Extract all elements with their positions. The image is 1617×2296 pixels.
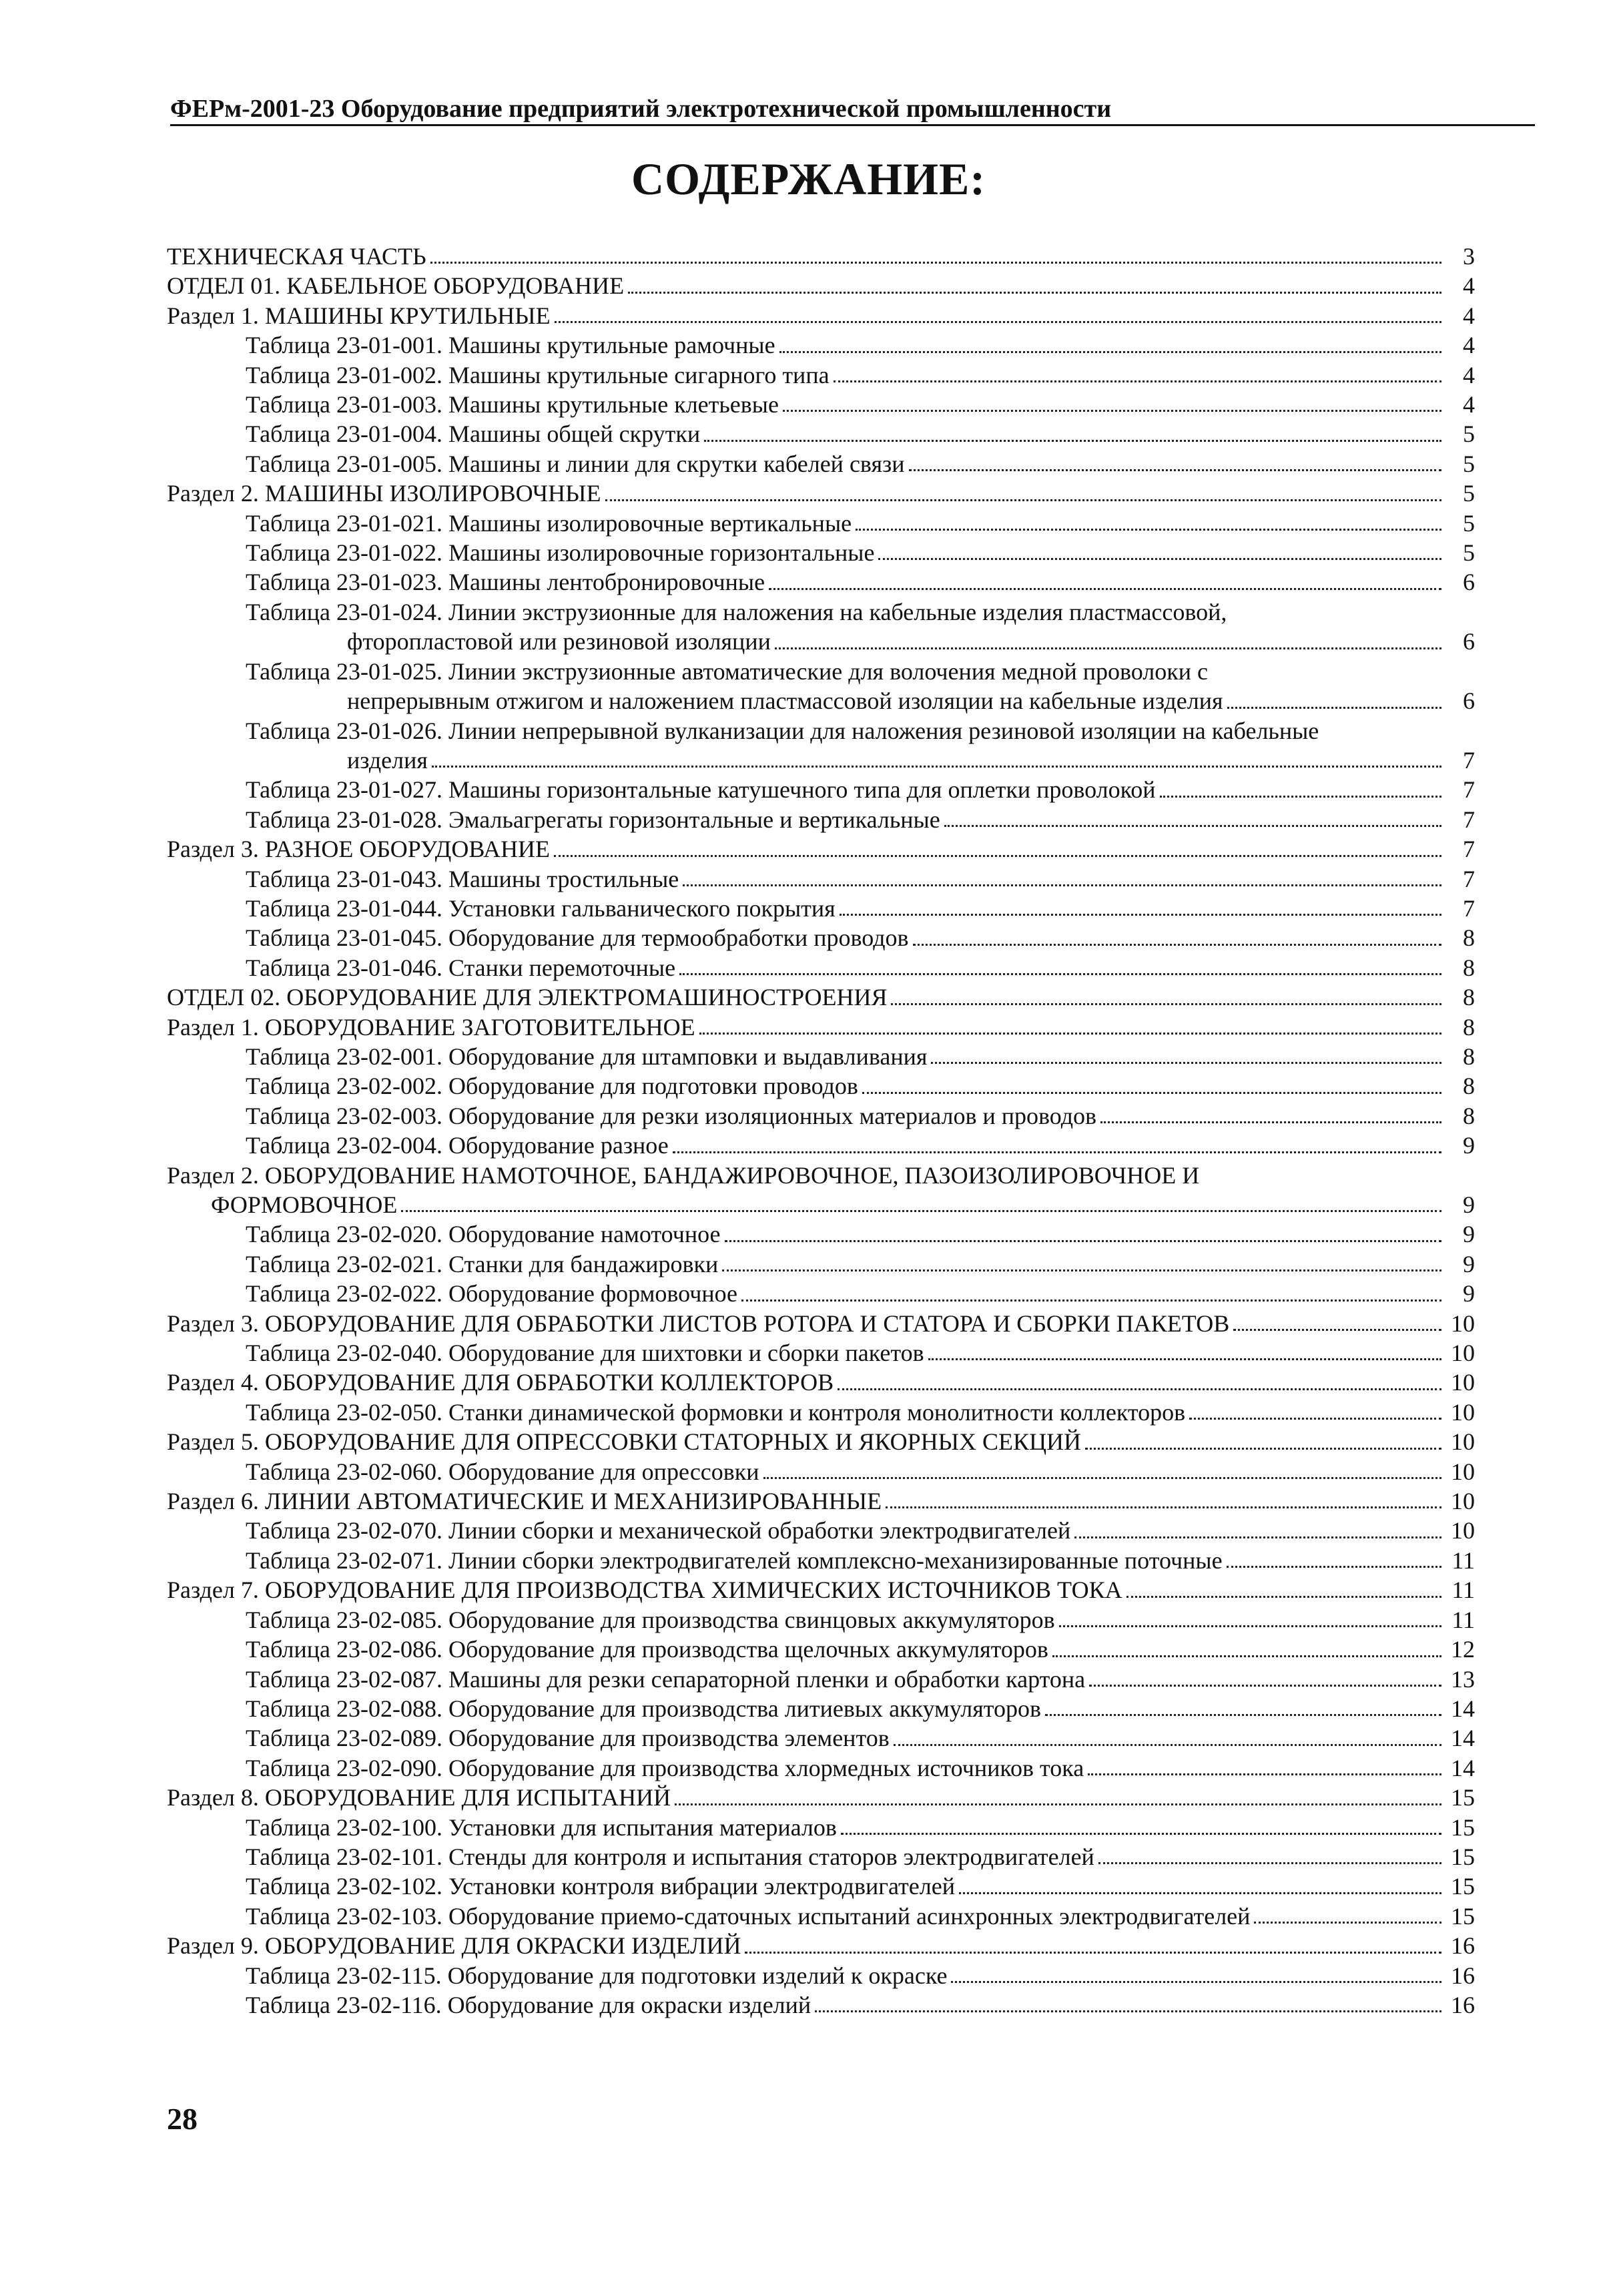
toc-entry-page: 10 <box>1451 1458 1475 1485</box>
dot-leader <box>675 1803 1441 1805</box>
dot-leader <box>1045 1714 1441 1716</box>
toc-table-entry[interactable] <box>167 923 1475 952</box>
page-title: СОДЕРЖАНИЕ: <box>631 154 986 204</box>
toc-table-entry[interactable] <box>167 1635 1475 1664</box>
toc-entry-label: Таблица 23-02-101. Стенды для контроля и испытания статоров электродвигателей <box>246 1843 1094 1870</box>
toc-table-entry[interactable] <box>167 1042 1475 1071</box>
toc-entry-label: Таблица 23-02-102. Установки контроля вибрации электродвигателей <box>246 1873 955 1900</box>
toc-entry-label: Раздел 1. МАШИНЫ КРУТИЛЬНЫЕ <box>167 302 551 329</box>
toc-entry-label: Таблица 23-02-020. Оборудование намоточное <box>246 1221 721 1248</box>
toc-entry-page: 6 <box>1463 628 1475 655</box>
toc-entry-page: 7 <box>1463 746 1475 774</box>
toc-entry-page: 12 <box>1451 1636 1475 1663</box>
dot-leader <box>1088 1773 1441 1775</box>
toc-entry-label: ФОРМОВОЧНОЕ <box>211 1191 398 1218</box>
toc-entry-page: 8 <box>1463 1013 1475 1041</box>
toc-entry-page: 14 <box>1451 1695 1475 1722</box>
toc-entry-page: 15 <box>1451 1873 1475 1900</box>
dot-leader <box>432 766 1441 768</box>
dot-leader <box>628 292 1441 294</box>
toc-entry-label: Таблица 23-02-060. Оборудование для опрессовки <box>246 1458 759 1485</box>
toc-table-entry[interactable] <box>167 1872 1475 1901</box>
toc-table-entry[interactable] <box>167 953 1475 982</box>
toc-entry-label: Таблица 23-02-088. Оборудование для производства литиевых аккумуляторов <box>246 1695 1042 1722</box>
toc-table-entry[interactable] <box>167 805 1475 834</box>
toc-section-entry[interactable] <box>167 479 1475 508</box>
dot-leader <box>699 1033 1441 1035</box>
toc-table-entry[interactable] <box>167 419 1475 449</box>
toc-entry-page: 7 <box>1463 894 1475 922</box>
toc-entry-label: Таблица 23-01-023. Машины лентобронировочные <box>246 569 765 596</box>
dot-leader <box>554 855 1441 857</box>
toc-entry-page: 5 <box>1463 539 1475 567</box>
dot-leader <box>741 1300 1441 1302</box>
toc-entry-page: 7 <box>1463 806 1475 833</box>
toc-entry-page: 10 <box>1451 1310 1475 1337</box>
toc-entry-label: Таблица 23-01-028. Эмальагрегаты горизонтальные и вертикальные <box>246 806 940 833</box>
toc-entry-label: Раздел 8. ОБОРУДОВАНИЕ ДЛЯ ИСПЫТАНИЙ <box>167 1784 671 1811</box>
dot-leader <box>769 588 1441 590</box>
toc-table-entry[interactable] <box>167 1338 1475 1368</box>
toc-entry-page: 5 <box>1463 509 1475 537</box>
toc-entry-page: 7 <box>1463 865 1475 892</box>
dot-leader <box>779 351 1441 353</box>
toc-entry-page: 15 <box>1451 1784 1475 1811</box>
toc-entry-page: 9 <box>1463 1191 1475 1218</box>
toc-entry-label: изделия <box>347 746 428 774</box>
toc-entry-page: 11 <box>1451 1576 1475 1604</box>
dot-leader <box>862 1092 1441 1094</box>
toc-entry-page: 15 <box>1451 1813 1475 1841</box>
dot-leader <box>1189 1418 1441 1420</box>
toc-table-entry[interactable] <box>167 360 1475 390</box>
toc-entry-page: 6 <box>1463 687 1475 715</box>
toc-table-entry[interactable] <box>167 390 1475 419</box>
toc-entry-label: Раздел 3. ОБОРУДОВАНИЕ ДЛЯ ОБРАБОТКИ ЛИСТОВ РОТОРА И СТАТОРА И СБОРКИ ПАКЕТОВ <box>167 1310 1230 1337</box>
dot-leader <box>1089 1685 1441 1687</box>
dot-leader <box>1052 1655 1441 1657</box>
dot-leader <box>704 440 1441 442</box>
dot-leader <box>886 1506 1441 1508</box>
toc-entry-label: Таблица 23-02-040. Оборудование для шихтовки и сборки пакетов <box>246 1340 924 1367</box>
toc-entry-label: Раздел 5. ОБОРУДОВАНИЕ ДЛЯ ОПРЕССОВКИ СТАТОРНЫХ И ЯКОРНЫХ СЕКЦИЙ <box>167 1428 1082 1456</box>
toc-entry-page: 13 <box>1451 1665 1475 1693</box>
toc-entry-label: Раздел 9. ОБОРУДОВАНИЕ ДЛЯ ОКРАСКИ ИЗДЕЛИЙ <box>167 1932 741 1960</box>
table-of-contents <box>167 242 1475 2020</box>
toc-table-entry[interactable] <box>167 1457 1475 1486</box>
dot-leader <box>1233 1329 1441 1331</box>
toc-entry-label: ТЕХНИЧЕСКАЯ ЧАСТЬ <box>167 243 426 270</box>
toc-table-entry[interactable] <box>167 1071 1475 1101</box>
running-header: ФЕРм-2001-23 Оборудование предприятий электротехнической промышленности <box>170 93 1535 126</box>
toc-section-entry[interactable] <box>167 1427 1475 1456</box>
toc-entry-label: Таблица 23-02-103. Оборудование приемо-сдаточных испытаний асинхронных электродвигателей <box>246 1902 1251 1930</box>
toc-table-entry[interactable] <box>167 1131 1475 1160</box>
dot-leader <box>891 1003 1441 1005</box>
dot-leader <box>1098 1862 1441 1864</box>
dot-leader <box>1160 796 1441 798</box>
toc-entry-page: 5 <box>1463 480 1475 507</box>
toc-table-entry[interactable] <box>167 864 1475 894</box>
toc-entry-first-line: Раздел 2. ОБОРУДОВАНИЕ НАМОТОЧНОЕ, БАНДАЖИРОВОЧНОЕ, ПАЗОИЗОЛИРОВОЧНОЕ И <box>167 1161 1200 1189</box>
dot-leader <box>841 1833 1441 1835</box>
dot-leader <box>605 499 1441 501</box>
dot-leader <box>840 914 1441 916</box>
toc-entry-page: 8 <box>1463 1043 1475 1070</box>
toc-entry-label: непрерывным отжигом и наложением пластмассовой изоляции на кабельные изделия <box>347 687 1223 715</box>
toc-entry-page: 14 <box>1451 1725 1475 1752</box>
toc-entry-page: 9 <box>1463 1280 1475 1308</box>
dot-leader <box>683 884 1441 886</box>
toc-entry-label: Таблица 23-02-001. Оборудование для штамповки и выдавливания <box>246 1043 928 1070</box>
toc-entry-page: 4 <box>1463 302 1475 329</box>
toc-entry-label: Таблица 23-02-087. Машины для резки сепараторной пленки и обработки картона <box>246 1665 1086 1693</box>
dot-leader <box>1085 1448 1441 1450</box>
toc-table-entry[interactable] <box>167 1101 1475 1131</box>
toc-entry-page: 3 <box>1463 243 1475 270</box>
toc-table-entry[interactable] <box>167 1723 1475 1753</box>
toc-entry-label: Таблица 23-01-022. Машины изолировочные горизонтальные <box>246 539 875 567</box>
toc-table-entry[interactable] <box>167 746 1475 775</box>
dot-leader <box>959 1892 1441 1894</box>
toc-entry-page: 8 <box>1463 1102 1475 1129</box>
toc-section-entry[interactable] <box>167 1309 1475 1338</box>
toc-entry-label: фторопластовой или резиновой изоляции <box>347 628 771 655</box>
dot-leader <box>1059 1625 1441 1627</box>
toc-section-entry[interactable] <box>167 271 1475 300</box>
toc-entry-page: 14 <box>1451 1754 1475 1781</box>
toc-entry-page: 8 <box>1463 1073 1475 1100</box>
dot-leader <box>763 1477 1441 1479</box>
toc-entry-label: Раздел 3. РАЗНОЕ ОБОРУДОВАНИЕ <box>167 836 551 863</box>
dot-leader <box>745 1952 1441 1954</box>
dot-leader <box>722 1269 1441 1271</box>
dot-leader <box>815 2010 1441 2012</box>
toc-entry-label: Таблица 23-02-100. Установки для испытания материалов <box>246 1813 837 1841</box>
toc-section-entry[interactable] <box>167 1486 1475 1516</box>
dot-leader <box>1126 1596 1441 1598</box>
toc-entry-page: 16 <box>1451 1962 1475 1989</box>
dot-leader <box>725 1240 1441 1242</box>
toc-table-entry[interactable] <box>167 449 1475 479</box>
toc-table-entry[interactable] <box>167 1813 1475 1842</box>
dot-leader <box>928 1358 1441 1360</box>
toc-entry-page: 5 <box>1463 420 1475 448</box>
toc-table-entry[interactable] <box>167 567 1475 597</box>
toc-table-entry[interactable] <box>167 1546 1475 1575</box>
toc-entry-label: Таблица 23-01-045. Оборудование для термообработки проводов <box>246 924 909 952</box>
toc-entry-label: Таблица 23-01-046. Станки перемоточные <box>246 954 676 981</box>
toc-entry-page: 10 <box>1451 1428 1475 1456</box>
toc-entry-label: Таблица 23-02-003. Оборудование для резки изоляционных материалов и проводов <box>246 1102 1097 1129</box>
toc-entry-label: Таблица 23-01-002. Машины крутильные сигарного типа <box>246 361 830 388</box>
toc-entry-label: Таблица 23-01-004. Машины общей скрутки <box>246 420 701 448</box>
toc-entry-page: 15 <box>1451 1843 1475 1870</box>
toc-section-entry[interactable] <box>167 301 1475 330</box>
toc-section-entry[interactable] <box>167 1013 1475 1042</box>
toc-entry-label: Таблица 23-01-001. Машины крутильные рамочные <box>246 332 775 359</box>
toc-entry-page: 9 <box>1463 1250 1475 1277</box>
toc-entry-label: Таблица 23-02-115. Оборудование для подготовки изделий к окраске <box>246 1962 948 1989</box>
toc-entry-label: Раздел 7. ОБОРУДОВАНИЕ ДЛЯ ПРОИЗВОДСТВА ХИМИЧЕСКИХ ИСТОЧНИКОВ ТОКА <box>167 1576 1122 1604</box>
toc-entry-page: 10 <box>1451 1340 1475 1367</box>
dot-leader <box>1254 1922 1441 1924</box>
toc-table-entry[interactable] <box>167 1605 1475 1635</box>
dot-leader <box>838 1388 1441 1390</box>
toc-entry-page: 9 <box>1463 1221 1475 1248</box>
toc-entry-label: Таблица 23-02-071. Линии сборки электродвигателей комплексно-механизированные поточные <box>246 1546 1223 1574</box>
toc-table-entry[interactable] <box>167 1279 1475 1308</box>
toc-section-entry[interactable] <box>167 1931 1475 1960</box>
toc-entry-page: 10 <box>1451 1398 1475 1426</box>
toc-entry-label: Таблица 23-01-021. Машины изолировочные вертикальные <box>246 509 852 537</box>
toc-table-entry[interactable] <box>167 775 1475 804</box>
dot-leader <box>783 410 1441 412</box>
toc-table-entry[interactable] <box>167 1398 1475 1427</box>
toc-section-entry[interactable] <box>167 834 1475 864</box>
toc-entry-first-line: Таблица 23-01-025. Линии экструзионные автоматические для волочения медной проволоки с <box>246 657 1208 685</box>
toc-table-entry[interactable] <box>167 1961 1475 1990</box>
dot-leader <box>894 1744 1441 1746</box>
toc-entry-page: 10 <box>1451 1488 1475 1515</box>
toc-entry-label: Таблица 23-01-044. Установки гальванического покрытия <box>246 894 836 922</box>
toc-entry-label: Таблица 23-02-090. Оборудование для производства хлормедных источников тока <box>246 1754 1084 1781</box>
toc-entry-page: 4 <box>1463 391 1475 418</box>
toc-entry-page: 7 <box>1463 836 1475 863</box>
toc-entry-label: Таблица 23-01-005. Машины и линии для скрутки кабелей связи <box>246 450 905 477</box>
toc-entry-label: Таблица 23-02-022. Оборудование формовочное <box>246 1280 738 1308</box>
toc-entry-label: ОТДЕЛ 02. ОБОРУДОВАНИЕ ДЛЯ ЭЛЕКТРОМАШИНОСТРОЕНИЯ <box>167 984 888 1011</box>
dot-leader <box>944 825 1441 827</box>
toc-table-entry[interactable] <box>167 509 1475 538</box>
toc-table-entry[interactable] <box>167 894 1475 923</box>
toc-section-entry[interactable] <box>167 982 1475 1012</box>
dot-leader <box>1074 1536 1441 1538</box>
toc-entry-page: 16 <box>1451 1991 1475 2018</box>
toc-entry-label: Раздел 1. ОБОРУДОВАНИЕ ЗАГОТОВИТЕЛЬНОЕ <box>167 1013 695 1041</box>
toc-table-entry[interactable] <box>167 1990 1475 2020</box>
dot-leader <box>775 647 1441 649</box>
dot-leader <box>1100 1121 1441 1123</box>
dot-leader <box>679 973 1441 975</box>
toc-entry-label: Таблица 23-01-043. Машины тростильные <box>246 865 679 892</box>
toc-entry-label: Таблица 23-01-003. Машины крутильные клетьевые <box>246 391 779 418</box>
toc-section-entry[interactable] <box>167 1783 1475 1812</box>
dot-leader <box>834 380 1441 382</box>
toc-entry-page: 11 <box>1451 1546 1475 1574</box>
toc-entry-label: Таблица 23-01-027. Машины горизонтальные катушечного типа для оплетки проволокой <box>246 776 1156 804</box>
toc-entry-page: 16 <box>1451 1932 1475 1960</box>
toc-entry-label: Таблица 23-02-050. Станки динамической формовки и контроля монолитности коллекторов <box>246 1398 1186 1426</box>
dot-leader <box>1227 707 1441 709</box>
toc-entry-page: 4 <box>1463 332 1475 359</box>
toc-table-entry[interactable] <box>167 1249 1475 1279</box>
dot-leader <box>401 1210 1441 1212</box>
toc-entry-page: 4 <box>1463 272 1475 300</box>
toc-table-entry[interactable] <box>167 686 1475 715</box>
toc-entry-page: 10 <box>1451 1369 1475 1396</box>
toc-section-entry[interactable] <box>167 1575 1475 1605</box>
dot-leader <box>856 529 1441 531</box>
toc-entry-page: 15 <box>1451 1902 1475 1930</box>
dot-leader <box>555 321 1441 323</box>
toc-table-entry[interactable] <box>167 1753 1475 1783</box>
toc-table-entry[interactable] <box>167 627 1475 656</box>
toc-table-entry[interactable] <box>167 1902 1475 1931</box>
toc-entry-label: Таблица 23-02-002. Оборудование для подготовки проводов <box>246 1073 858 1100</box>
dot-leader <box>913 944 1441 946</box>
toc-entry-page: 5 <box>1463 450 1475 477</box>
toc-entry-label: Раздел 2. МАШИНЫ ИЗОЛИРОВОЧНЫЕ <box>167 480 601 507</box>
toc-entry-label: Раздел 4. ОБОРУДОВАНИЕ ДЛЯ ОБРАБОТКИ КОЛЛЕКТОРОВ <box>167 1369 834 1396</box>
toc-entry-page: 8 <box>1463 924 1475 952</box>
toc-entry-label: Раздел 6. ЛИНИИ АВТОМАТИЧЕСКИЕ И МЕХАНИЗИРОВАННЫЕ <box>167 1488 882 1515</box>
dot-leader <box>878 558 1441 560</box>
toc-entry-first-line: Таблица 23-01-024. Линии экструзионные для наложения на кабельные изделия пластмассовой, <box>246 598 1227 625</box>
toc-entry-page: 4 <box>1463 361 1475 388</box>
toc-entry-page: 11 <box>1451 1606 1475 1633</box>
page-number: 28 <box>167 2102 198 2136</box>
toc-entry-page: 7 <box>1463 776 1475 804</box>
toc-entry-label: Таблица 23-02-070. Линии сборки и механической обработки электродвигателей <box>246 1517 1071 1544</box>
dot-leader <box>951 1981 1441 1983</box>
toc-entry-page: 6 <box>1463 569 1475 596</box>
toc-entry-first-line: Таблица 23-01-026. Линии непрерывной вулканизации для наложения резиновой изоляции на кабельные <box>246 717 1319 744</box>
dot-leader <box>430 262 1441 264</box>
toc-entry-page: 8 <box>1463 984 1475 1011</box>
toc-entry-label: ОТДЕЛ 01. КАБЕЛЬНОЕ ОБОРУДОВАНИЕ <box>167 272 625 300</box>
dot-leader <box>673 1151 1441 1153</box>
toc-section-entry[interactable] <box>167 1368 1475 1397</box>
dot-leader <box>909 469 1442 471</box>
toc-section-entry[interactable] <box>167 242 1475 271</box>
toc-entry-page: 9 <box>1463 1132 1475 1159</box>
toc-table-entry[interactable] <box>167 1516 1475 1545</box>
toc-table-entry[interactable] <box>167 538 1475 567</box>
toc-entry-page: 10 <box>1451 1517 1475 1544</box>
toc-entry-label: Таблица 23-02-086. Оборудование для производства щелочных аккумуляторов <box>246 1636 1048 1663</box>
toc-table-entry[interactable] <box>167 330 1475 360</box>
toc-entry-label: Таблица 23-02-089. Оборудование для производства элементов <box>246 1725 890 1752</box>
toc-section-entry[interactable] <box>167 1190 1475 1219</box>
toc-entry-label: Таблица 23-02-085. Оборудование для производства свинцовых аккумуляторов <box>246 1606 1055 1633</box>
toc-table-entry[interactable] <box>167 1694 1475 1723</box>
dot-leader <box>931 1062 1441 1064</box>
toc-table-entry[interactable] <box>167 1219 1475 1249</box>
toc-entry-label: Таблица 23-02-021. Станки для бандажировки <box>246 1250 719 1277</box>
toc-entry-label: Таблица 23-02-004. Оборудование разное <box>246 1132 669 1159</box>
toc-entry-label: Таблица 23-02-116. Оборудование для окраски изделий <box>246 1991 812 2018</box>
toc-entry-page: 8 <box>1463 954 1475 981</box>
toc-table-entry[interactable] <box>167 1665 1475 1694</box>
dot-leader <box>1227 1566 1441 1568</box>
toc-table-entry[interactable] <box>167 1842 1475 1872</box>
